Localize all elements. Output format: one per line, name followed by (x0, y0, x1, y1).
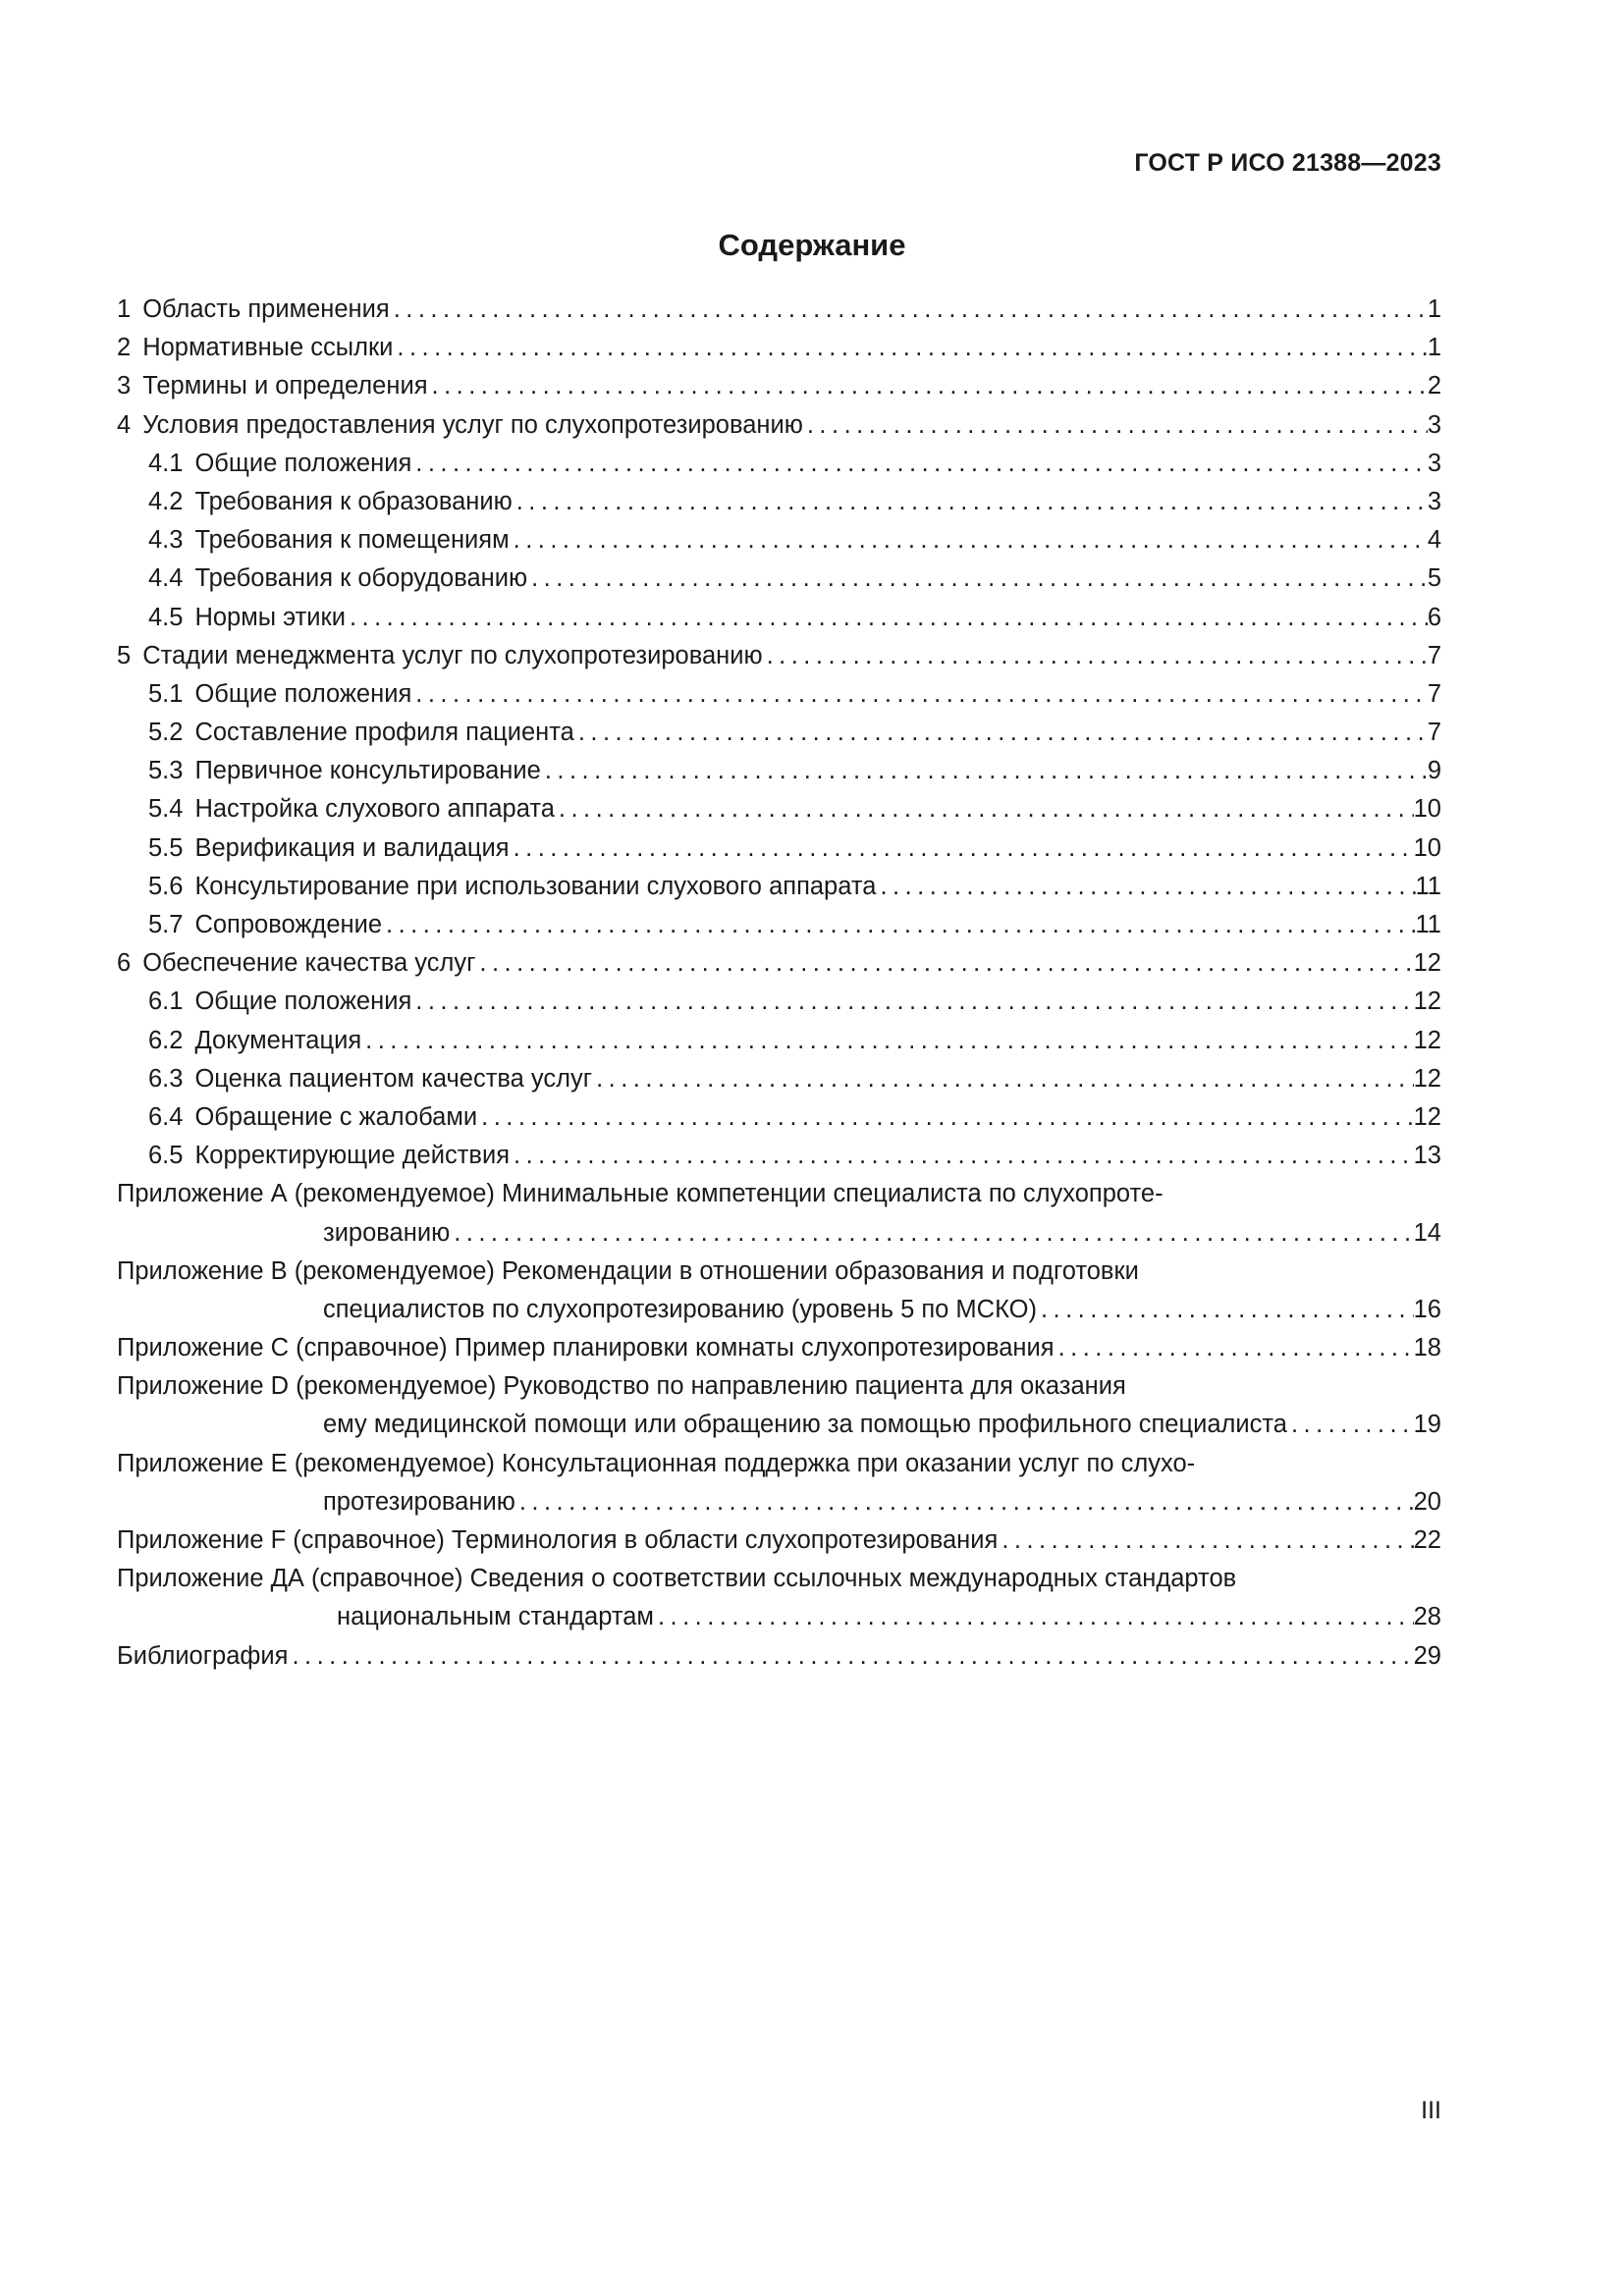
annex-d-heading[interactable]: Приложение D (рекомендуемое) Руководство по направлению пациента для оказания (117, 1372, 1126, 1401)
annex-e-heading[interactable]: Приложение Е (рекомендуемое) Консультационная поддержка при оказании услуг по слухо- (117, 1449, 1196, 1477)
annex-e-entry[interactable]: протезированию . . . 20 (117, 1483, 1441, 1522)
toc-subentry[interactable]: 5.6 Консультирование при использовании слухового аппарата . . . 11 (117, 868, 1441, 906)
annex-d-entry[interactable]: ему медицинской помощи или обращению за помощью профильного специалиста . . . 19 (117, 1406, 1441, 1444)
bibliography-entry[interactable]: Библиография . . . 29 (117, 1637, 1441, 1676)
toc-entry[interactable]: 1 Область применения . . . 1 (117, 291, 1441, 329)
toc-subentry[interactable]: 6.4 Обращение с жалобами . . . 12 (117, 1098, 1441, 1137)
toc-entry[interactable]: 3 Термины и определения . . . 2 (117, 367, 1441, 405)
toc-entry[interactable]: 6 Обеспечение качества услуг . . . 12 (117, 944, 1441, 983)
toc-subentry[interactable]: 5.7 Сопровождение . . . 11 (117, 906, 1441, 944)
page-title: Содержание (718, 228, 906, 262)
annex-da-heading[interactable]: Приложение ДА (справочное) Сведения о соответствии ссылочных международных стандартов (117, 1565, 1237, 1593)
annex-b-heading[interactable]: Приложение В (рекомендуемое) Рекомендации в отношении образования и подготовки (117, 1256, 1139, 1285)
toc-subentry[interactable]: 6.1 Общие положения . . . 12 (117, 983, 1441, 1021)
toc-subentry[interactable]: 4.1 Общие положения . . . 3 (117, 445, 1441, 483)
toc-subentry[interactable]: 5.5 Верификация и валидация . . . 10 (117, 829, 1441, 868)
toc-subentry[interactable]: 5.3 Первичное консультирование . . . 9 (117, 752, 1441, 790)
toc-subentry[interactable]: 4.4 Требования к оборудованию . . . 5 (117, 560, 1441, 598)
toc-subentry[interactable]: 4.2 Требования к образованию . . . 3 (117, 483, 1441, 521)
page-number: III (1421, 2097, 1441, 2124)
document-code: ГОСТ Р ИСО 21388—2023 (1134, 149, 1441, 177)
toc-subentry[interactable]: 6.3 Оценка пациентом качества услуг . . . 12 (117, 1060, 1441, 1098)
toc-subentry[interactable]: 5.1 Общие положения . . . 7 (117, 675, 1441, 714)
table-of-contents (117, 291, 1441, 1676)
toc-subentry[interactable]: 4.5 Нормы этики . . . 6 (117, 599, 1441, 637)
toc-entry[interactable]: 4 Условия предоставления услуг по слухопротезированию . . . 3 (117, 406, 1441, 445)
toc-subentry[interactable]: 5.4 Настройка слухового аппарата . . . 10 (117, 790, 1441, 828)
annex-f-entry[interactable]: Приложение F (справочное) Терминология в области слухопротезирования . . . 22 (117, 1522, 1441, 1560)
toc-subentry[interactable]: 5.2 Составление профиля пациента . . . 7 (117, 714, 1441, 752)
toc-entry[interactable]: 5 Стадии менеджмента услуг по слухопротезированию . . . 7 (117, 637, 1441, 675)
annex-a-heading[interactable]: Приложение А (рекомендуемое) Минимальные компетенции специалиста по слухопроте- (117, 1180, 1164, 1208)
toc-entry[interactable]: 2 Нормативные ссылки . . . 1 (117, 329, 1441, 367)
annex-b-entry[interactable]: специалистов по слухопротезированию (уровень 5 по МСКО) . . . 16 (117, 1291, 1441, 1329)
annex-c-entry[interactable]: Приложение С (справочное) Пример планировки комнаты слухопротезирования . . . 18 (117, 1329, 1441, 1367)
annex-a-entry[interactable]: зированию . . . 14 (117, 1214, 1441, 1253)
toc-subentry[interactable]: 4.3 Требования к помещениям . . . 4 (117, 521, 1441, 560)
annex-da-entry[interactable]: национальным стандартам . . . 28 (117, 1598, 1441, 1636)
toc-subentry[interactable]: 6.2 Документация . . . 12 (117, 1022, 1441, 1060)
toc-subentry[interactable]: 6.5 Корректирующие действия . . . 13 (117, 1137, 1441, 1175)
